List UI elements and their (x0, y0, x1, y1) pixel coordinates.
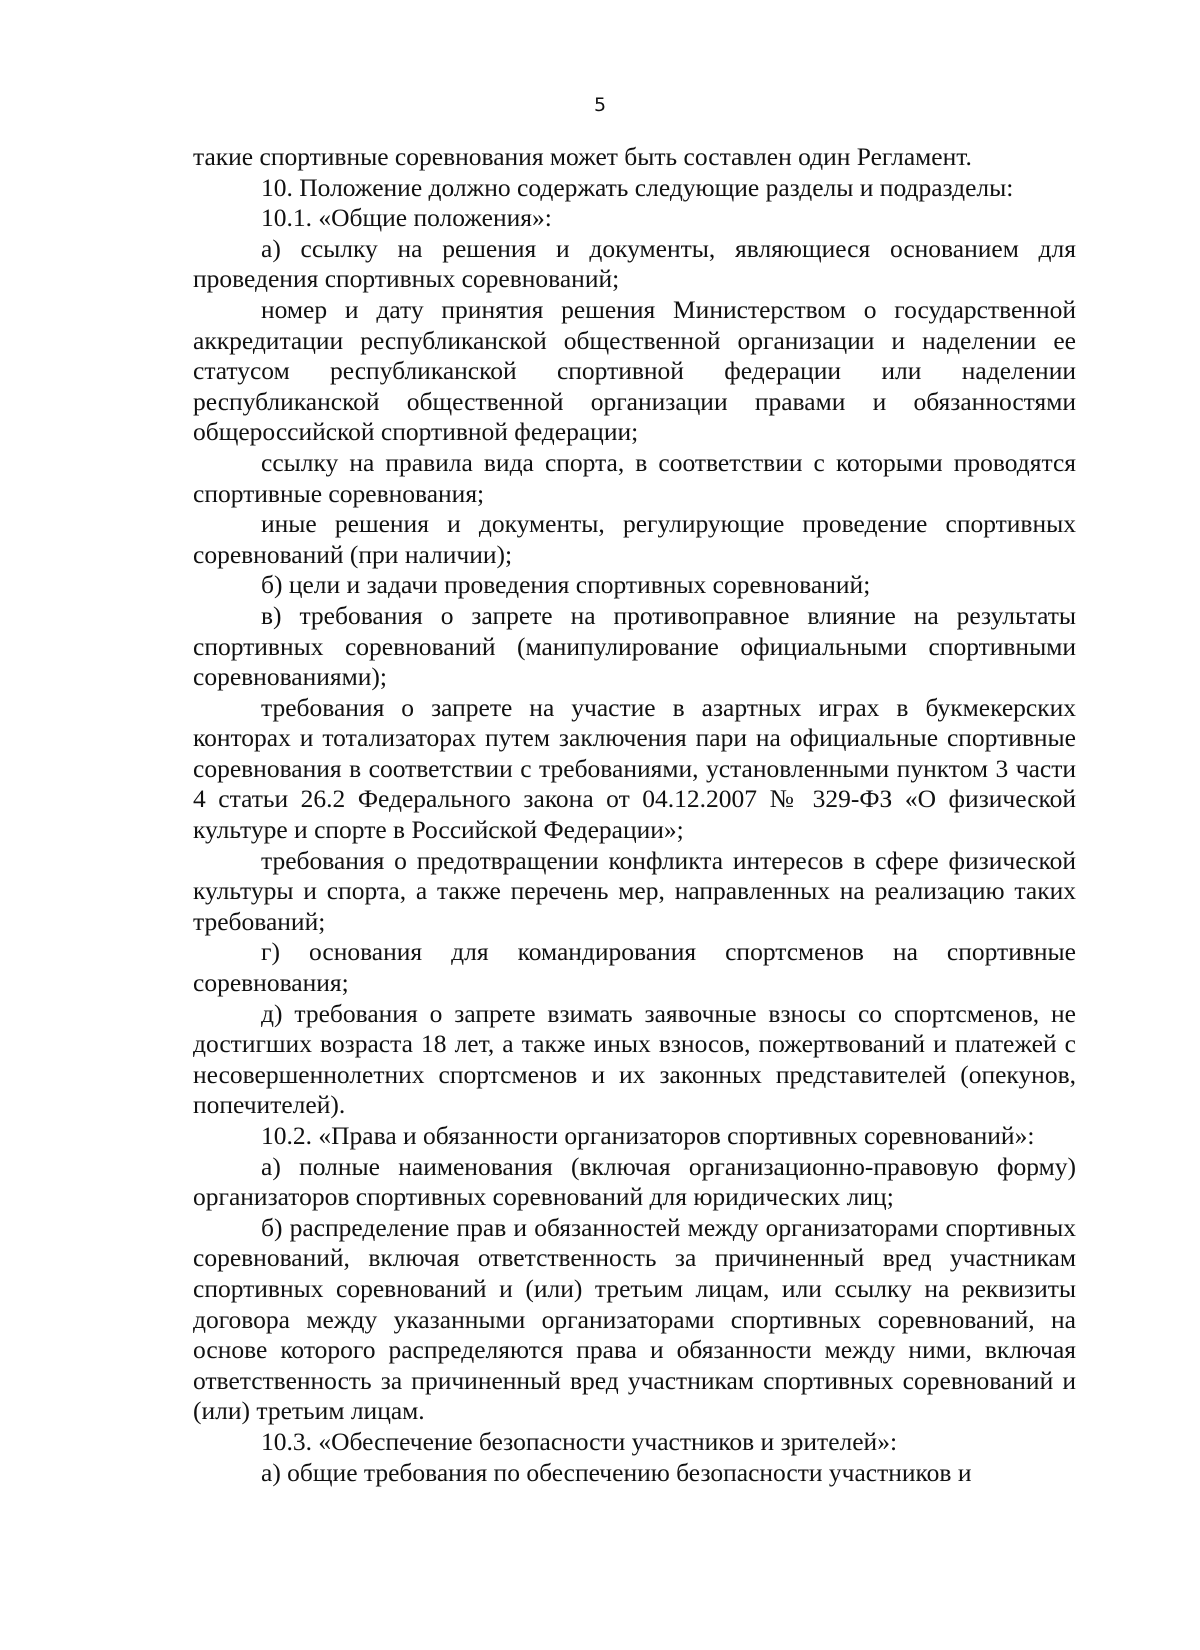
paragraph-gambling: требования о запрете на участие в азартных играх в букмекерских конторах и тотализаторах путем заключения пари на официальные спортивные соревнования в соответствии с требованиями, установленными пунктом 3 части 4 статьи 26.2 Федерального закона от 04.12.2007 № 329-ФЗ «О физической культуре и спорте в Российской Федерации»; (193, 692, 1076, 845)
paragraph-10-1-v: в) требования о запрете на противоправное влияние на результаты спортивных соревнований (манипулирование официальными спортивными соревнованиями); (193, 600, 1076, 692)
paragraph-10-2-b: б) распределение прав и обязанностей между организаторами спортивных соревнований, включая ответственность за причиненный вред участникам спортивных соревнований и (или) третьим лицам, или ссылку на реквизиты договора между указанными организаторами спортивных соревнований, на основе которого распределяются права и обязанности между ними, включая ответственность за причиненный вред участникам спортивных соревнований и (или) третьим лицам. (193, 1212, 1076, 1426)
paragraph-conflict-of-interest: требования о предотвращении конфликта интересов в сфере физической культуры и спорта, а также перечень мер, направленных на реализацию таких требований; (193, 845, 1076, 936)
paragraph-sport-rules: ссылку на правила вида спорта, в соответствии с которыми проводятся спортивные соревнования; (193, 447, 1076, 508)
paragraph-other-documents: иные решения и документы, регулирующие проведение спортивных соревнований (при наличии); (193, 509, 1076, 569)
paragraph-accreditation: номер и дату принятия решения Министерством о государственной аккредитации республиканской общественной организации и наделении ее статусом республиканской спортивной федерации или наделении республиканской общественной организации правами и обязанностями общероссийской спортивной федерации; (193, 294, 1076, 447)
paragraph-10-1-b: б) цели и задачи проведения спортивных соревнований; (261, 570, 871, 600)
paragraph-10-1-d: д) требования о запрете взимать заявочные взносы со спортсменов, не достигших возраста 18 лет, а также иных взносов, пожертвований и платежей с несовершеннолетних спортсменов и их законных представителей (опекунов, попечителей). (193, 998, 1076, 1120)
section-heading-10-2: 10.2. «Права и обязанности организаторов спортивных соревнований»: (261, 1121, 1035, 1150)
paragraph-10: 10. Положение должно содержать следующие разделы и подразделы: (261, 172, 1014, 202)
paragraph-10-3-a: а) общие требования по обеспечению безопасности участников и (261, 1457, 972, 1487)
paragraph-10-1-a: а) ссылку на решения и документы, являющиеся основанием для проведения спортивных соревнований; (193, 233, 1076, 294)
document-body (193, 142, 1076, 1488)
section-heading-10-3: 10.3. «Обеспечение безопасности участников и зрителей»: (261, 1426, 898, 1456)
paragraph-continuation: такие спортивные соревнования может быть составлен один Регламент. (193, 142, 972, 171)
page-number: 5 (593, 94, 607, 116)
paragraph-10-2-a: а) полные наименования (включая организационно-правовую форму) организаторов спортивных соревнований для юридических лиц; (193, 1151, 1076, 1212)
section-heading-10-1: 10.1. «Общие положения»: (261, 203, 552, 233)
paragraph-10-1-g: г) основания для командирования спортсменов на спортивные соревнования; (193, 937, 1076, 998)
